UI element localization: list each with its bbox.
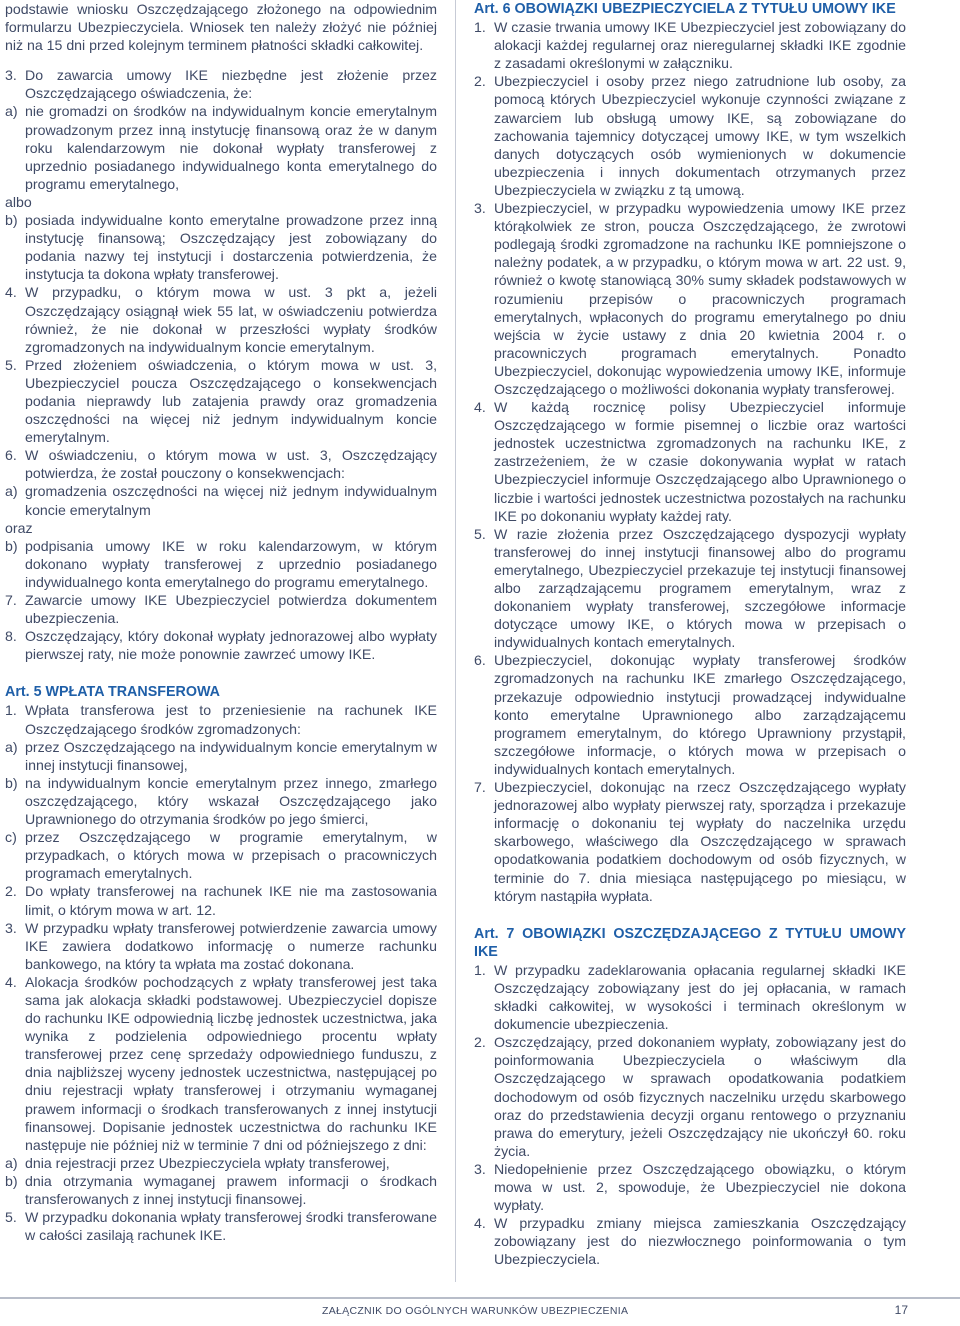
list-label: a) xyxy=(5,1154,18,1171)
paragraph-text: Niedopełnienie przez Oszczędzającego obowiązku, o którym mowa w ust. 2, spowoduje, że Ubezpieczyciel nie dokona wypłaty. xyxy=(494,1160,906,1214)
paragraph-text: W przypadku zadeklarowania opłacania regularnej składki IKE Oszczędzający zobowiązany jest do jej opłacania, w ramach składki całkowitej, w wysokości i terminach określonym w dokumencie ubezpieczenia. xyxy=(494,961,906,1033)
list-label: a) xyxy=(5,738,18,755)
paragraph-number: 6. xyxy=(474,652,486,669)
paragraph-number: 4. xyxy=(5,973,17,990)
paragraph-text: Oszczędzający, przed dokonaniem wypłaty, zobowiązany jest do poinformowania Ubezpieczyciela o właściwym dla Oszczędzającego w sprawach opodatkowania podatkiem dochodowym od osób fizycznych naczelniku urzędu skarbowego oraz do przedstawienia decyzji organu rentowego o przyznaniu prawa do emerytury, jeżeli Oszczędzający nie ukończył 60. roku życia. xyxy=(494,1034,906,1159)
paragraph-text: Ubezpieczyciel, dokonując na rzecz Oszczędzającego wypłaty jednorazowej albo wypłaty pierwszej raty, sporządza i przekazuje informację o dokonaniu tej wypłaty do naczelnika urzędu skarbowego, właściwego dla Oszczędzającego w sprawach opodatkowania podatkiem dochodowym od osób fizycznych, w terminie do 7. dnia miesiąca następującego po miesiącu, w którym nastąpiła wypłata. xyxy=(494,779,906,904)
paragraph-text: W każdą rocznicę polisy Ubezpieczyciel informuje Oszczędzającego w formie pisemnej o liczbie oraz wartości jednostek uczestnictwa zgromadzonych na rachunku IKE, z zastrzeżeniem, że w czasie dokonywania wypłat w ratach Ubezpieczyciel informuje Oszczędzającego albo Uprawnionego o liczbie i wartości jednostek uczestnictwa pozostałych na rachunku IKE po dokonaniu wypłaty każdej raty. xyxy=(494,399,906,524)
art5-paragraph-5 xyxy=(5,1208,437,1244)
paragraph-text: Do zawarcia umowy IKE niezbędne jest złożenie przez Oszczędzającego oświadczenia, że: xyxy=(25,67,437,102)
art5-paragraph-2 xyxy=(5,882,437,918)
paragraph-number: 1. xyxy=(5,702,17,719)
paragraph-text: Ubezpieczyciel, w przypadku wypowiedzenia umowy IKE przez którąkolwiek ze stron, poucza Oszczędzającego, że zwrotowi podlegają środki zgromadzone na rachunku IKE pomniejszone o należny podatek, a w przypadku, o którym mowa w art. 22 ust. 9, również o kwotę stanowiącą 30% sumy składek podstawowych w rozumieniu przepisów o pracowniczych programach emerytalnych, wpłaconych do programu emerytalnego po dniu wejścia w życie ustawy z dnia 20 kwietnia 2004 r. o pracowniczych programach emerytalnych. Ponadto Ubezpieczyciel, dokonując wypowiedzenia umowy IKE, informuje Oszczędzającego o możliwości dokonania wypłaty transferowej. xyxy=(494,200,906,397)
list-text: dnia otrzymania wymaganej prawem informacji o środkach transferowanych z innej instytucji finansowej. xyxy=(25,1172,437,1207)
paragraph-number: 2. xyxy=(474,1034,486,1051)
art5-paragraph-4b xyxy=(5,1172,437,1208)
art5-paragraph-3 xyxy=(5,919,437,973)
art5-paragraph-1 xyxy=(5,701,437,737)
paragraph-3 xyxy=(5,66,437,102)
paragraph-number: 4. xyxy=(5,284,17,301)
art7-paragraph-2 xyxy=(474,1033,906,1160)
paragraph-text: W przypadku zmiany miejsca zamieszkania Oszczędzający zobowiązany jest do niezwłocznego poinformowania o tym Ubezpieczyciela. xyxy=(494,1215,906,1268)
list-label: b) xyxy=(5,1172,18,1189)
paragraph-number: 3. xyxy=(5,67,17,84)
paragraph-text: Wpłata transferowa jest to przeniesienie na rachunek IKE Oszczędzającego środków zgromadzonych: xyxy=(25,702,437,737)
list-label: b) xyxy=(5,774,18,791)
list-label: b) xyxy=(5,537,18,554)
paragraph-6b xyxy=(5,537,437,591)
list-text: przez Oszczędzającego w programie emerytalnym, w przypadkach, o których mowa w przepisach o pracowniczych programach emerytalnych. xyxy=(25,829,437,882)
paragraph-number: 3. xyxy=(474,200,486,217)
paragraph-text: Oszczędzający, który dokonał wypłaty jednorazowej albo wypłaty pierwszej raty, nie może ponownie zawrzeć umowy IKE. xyxy=(25,628,437,663)
art5-paragraph-4 xyxy=(5,973,437,1154)
paragraph-text: Alokacja środków pochodzących z wpłaty transferowej jest taka sama jak alokacja składki podstawowej. Ubezpieczyciel dopisze do rachunku IKE odpowiednią liczbę jednostek uczestnictwa, jaka wynika z podzielenia odpowiedniego procentu wpłaty transferowej przez cenę sprzedaży odpowiedniego funduszu, z dnia najbliższej wyceny jednostek uczestnictwa, następującej po dniu rejestracji wpłaty transferowej i otrzymaniu wymaganej prawem informacji o środkach transferowanych z innej instytucji finansowej. Dopisanie jednostek uczestnictwa do rachunku IKE następuje nie później niż w terminie 7 dni od późniejszego z dni: xyxy=(25,973,437,1153)
art6-paragraph-7 xyxy=(474,778,906,905)
paragraph-text: W przypadku dokonania wpłaty transferowej środki transferowane w całości zasilają rachunek IKE. xyxy=(25,1209,437,1244)
paragraph-number: 3. xyxy=(5,919,17,936)
paragraph-number: 7. xyxy=(474,779,486,796)
list-text: posiada indywidualne konto emerytalne prowadzone przez inną instytucję finansową; Oszczędzający jest zobowiązany do podania nazwy tej instytucji i dostarczenia potwierdzenia, że instytucja ta dokona wpłaty transferowej. xyxy=(25,212,437,283)
art6-paragraph-6 xyxy=(474,651,906,778)
paragraph-4 xyxy=(5,283,437,355)
paragraph-number: 4. xyxy=(474,1215,486,1232)
list-text: przez Oszczędzającego na indywidualnym koncie emerytalnym w innej instytucji finansowej, xyxy=(25,738,437,773)
paragraph-text: Przed złożeniem oświadczenia, o którym mowa w ust. 3, Ubezpieczyciel poucza Oszczędzającego o konsekwencjach podania nieprawdy lub zatajenia prawdy oraz gromadzenia oszczędności na więcej niż jednym indywidualnym koncie emerytalnym. xyxy=(25,356,437,446)
art5-paragraph-1c xyxy=(5,828,437,882)
art6-paragraph-1 xyxy=(474,18,906,72)
paragraph-text: Zawarcie umowy IKE Ubezpieczyciel potwierdza dokumentem ubezpieczenia. xyxy=(25,592,437,627)
art7-paragraph-3 xyxy=(474,1160,906,1214)
list-label: a) xyxy=(5,103,18,120)
list-text: podpisania umowy IKE w roku kalendarzowym, w którym dokonano wypłaty transferowej z uprzednio posiadanego indywidualnego konta emerytalnego do programu emerytalnego. xyxy=(25,537,437,590)
albo-text: albo xyxy=(5,193,32,210)
paragraph-number: 5. xyxy=(474,525,486,542)
column-divider xyxy=(455,0,456,1282)
paragraph-3a xyxy=(5,102,437,192)
paragraph-number: 2. xyxy=(474,73,486,90)
footer-label: ZAŁĄCZNIK DO OGÓLNYCH WARUNKÓW UBEZPIECZENIA xyxy=(322,1305,629,1317)
list-text: na indywidualnym koncie emerytalnym przez innego, zmarłego oszczędzającego, który wskazał Oszczędzającego jako Uprawnionego do otrzymania środków po jego śmierci, xyxy=(25,774,437,828)
art5-paragraph-1a xyxy=(5,738,437,774)
list-text: nie gromadzi on środków na indywidualnym koncie emerytalnym prowadzonym przez inną instytucję finansową oraz że w danym roku kalendarzowym nie dokonał wypłaty transferowej z uprzednio posiadanego indywidualnego konta emerytalnego do programu emerytalnego, xyxy=(25,103,437,192)
paragraph-7 xyxy=(5,591,437,627)
paragraph-text: Ubezpieczyciel, dokonując wypłaty transferowej środków zgromadzonych na rachunku IKE zmarłego Oszczędzającego, przekazuje odpowiednio instytucji prowadzącej indywidualne konto emerytalne Uprawnionego albo zarządzającemu programem emerytalnym, do którego Uprawniony przystąpił, szczegółowe informacje, o których mowa w przepisach o indywidualnych kontach emerytalnych. xyxy=(494,652,906,777)
art6-paragraph-2 xyxy=(474,72,906,199)
paragraph-number: 3. xyxy=(474,1160,486,1177)
article-5-heading: Art. 5 WPŁATA TRANSFEROWA xyxy=(5,684,220,701)
art6-paragraph-3 xyxy=(474,199,906,398)
left-column xyxy=(5,0,437,1244)
art5-paragraph-4a xyxy=(5,1154,437,1172)
paragraph-5 xyxy=(5,356,437,446)
list-label: c) xyxy=(5,829,17,846)
article-6-heading: Art. 6 OBOWIĄZKI UBEZPIECZYCIELA Z TYTUŁU UMOWY IKE xyxy=(474,1,896,17)
art7-paragraph-4 xyxy=(474,1214,906,1268)
page-number: 17 xyxy=(894,1303,908,1317)
art6-paragraph-5 xyxy=(474,525,906,652)
right-column xyxy=(474,0,906,1268)
paragraph-text: W przypadku, o którym mowa w ust. 3 pkt a, jeżeli Oszczędzający osiągnął wiek 55 lat, w oświadczeniu potwierdza również, że nie dokonał w przeszłości wypłaty środków zgromadzonych na indywidualnym koncie emerytalnym. xyxy=(25,284,437,355)
intro-paragraph: podstawie wniosku Oszczędzającego złożonego na odpowiednim formularzu Ubezpieczyciela. Wniosek ten należy złożyć nie później niż na 15 dni przed kolejnym terminem płatności składki całkowitej. xyxy=(5,1,437,54)
paragraph-6 xyxy=(5,446,437,482)
footer-rule xyxy=(0,1297,960,1299)
paragraph-text: Ubezpieczyciel i osoby przez niego zatrudnione lub osoby, za pomocą których Ubezpieczyciel wykonuje czynności związane z zawarciem lub obsługą umowy IKE, są zobowiązane do zachowania tajemnicy dotyczącej umowy IKE, w tym wszelkich danych dotyczących osób wymienionych w dokumencie ubezpieczenia i innych dokumentach otrzymanych przez Ubezpieczyciela w związku z tą umową. xyxy=(494,73,906,198)
paragraph-text: W przypadku wpłaty transferowej potwierdzenie zawarcia umowy IKE zawiera dodatkowo informację o numerze rachunku bankowego, na który ta wpłata ma zostać dokonana. xyxy=(25,919,437,972)
paragraph-text: W oświadczeniu, o którym mowa w ust. 3, Oszczędzający potwierdza, że został pouczony o konsekwencjach: xyxy=(25,447,437,482)
paragraph-number: 2. xyxy=(5,883,17,900)
list-label: b) xyxy=(5,212,18,229)
paragraph-number: 4. xyxy=(474,399,486,416)
paragraph-text: W czasie trwania umowy IKE Ubezpieczyciel jest zobowiązany do alokacji każdej regularnej oraz nieregularnej składki IKE zgodnie z zasadami określonymi w załączniku. xyxy=(494,19,906,72)
paragraph-number: 7. xyxy=(5,592,17,608)
article-7-heading: Art. 7 OBOWIĄZKI OSZCZĘDZAJĄCEGO Z TYTUŁU UMOWY IKE xyxy=(474,925,906,960)
list-text: dnia rejestracji przez Ubezpieczyciela wpłaty transferowej, xyxy=(25,1154,390,1171)
paragraph-3b xyxy=(5,211,437,283)
paragraph-number: 8. xyxy=(5,628,17,645)
list-text: gromadzenia oszczędności na więcej niż jednym indywidualnym koncie emerytalnym xyxy=(25,483,437,518)
paragraph-6a xyxy=(5,482,437,518)
art7-paragraph-1 xyxy=(474,961,906,1033)
paragraph-8 xyxy=(5,627,437,663)
paragraph-number: 1. xyxy=(474,961,486,978)
paragraph-number: 5. xyxy=(5,1209,17,1226)
paragraph-number: 1. xyxy=(474,19,486,36)
oraz-text: oraz xyxy=(5,519,33,536)
paragraph-text: Do wpłaty transferowej na rachunek IKE nie ma zastosowania limit, o którym mowa w art. 12. xyxy=(25,883,437,918)
paragraph-number: 6. xyxy=(5,447,17,464)
art6-paragraph-4 xyxy=(474,398,906,525)
list-label: a) xyxy=(5,483,18,500)
art5-paragraph-1b xyxy=(5,774,437,828)
paragraph-text: W razie złożenia przez Oszczędzającego dyspozycji wypłaty transferowej do innej instytucji finansowej albo do programu emerytalnego, Ubezpieczyciel przekazuje tej instytucji finansowej albo zarządzającemu programem emerytalnym, wraz z dokonaniem wypłaty transferowej, szczegółowe informacje dotyczące umowy IKE, o których mowa w przepisach o indywidualnych kontach emerytalnych. xyxy=(494,525,906,651)
paragraph-number: 5. xyxy=(5,356,17,373)
